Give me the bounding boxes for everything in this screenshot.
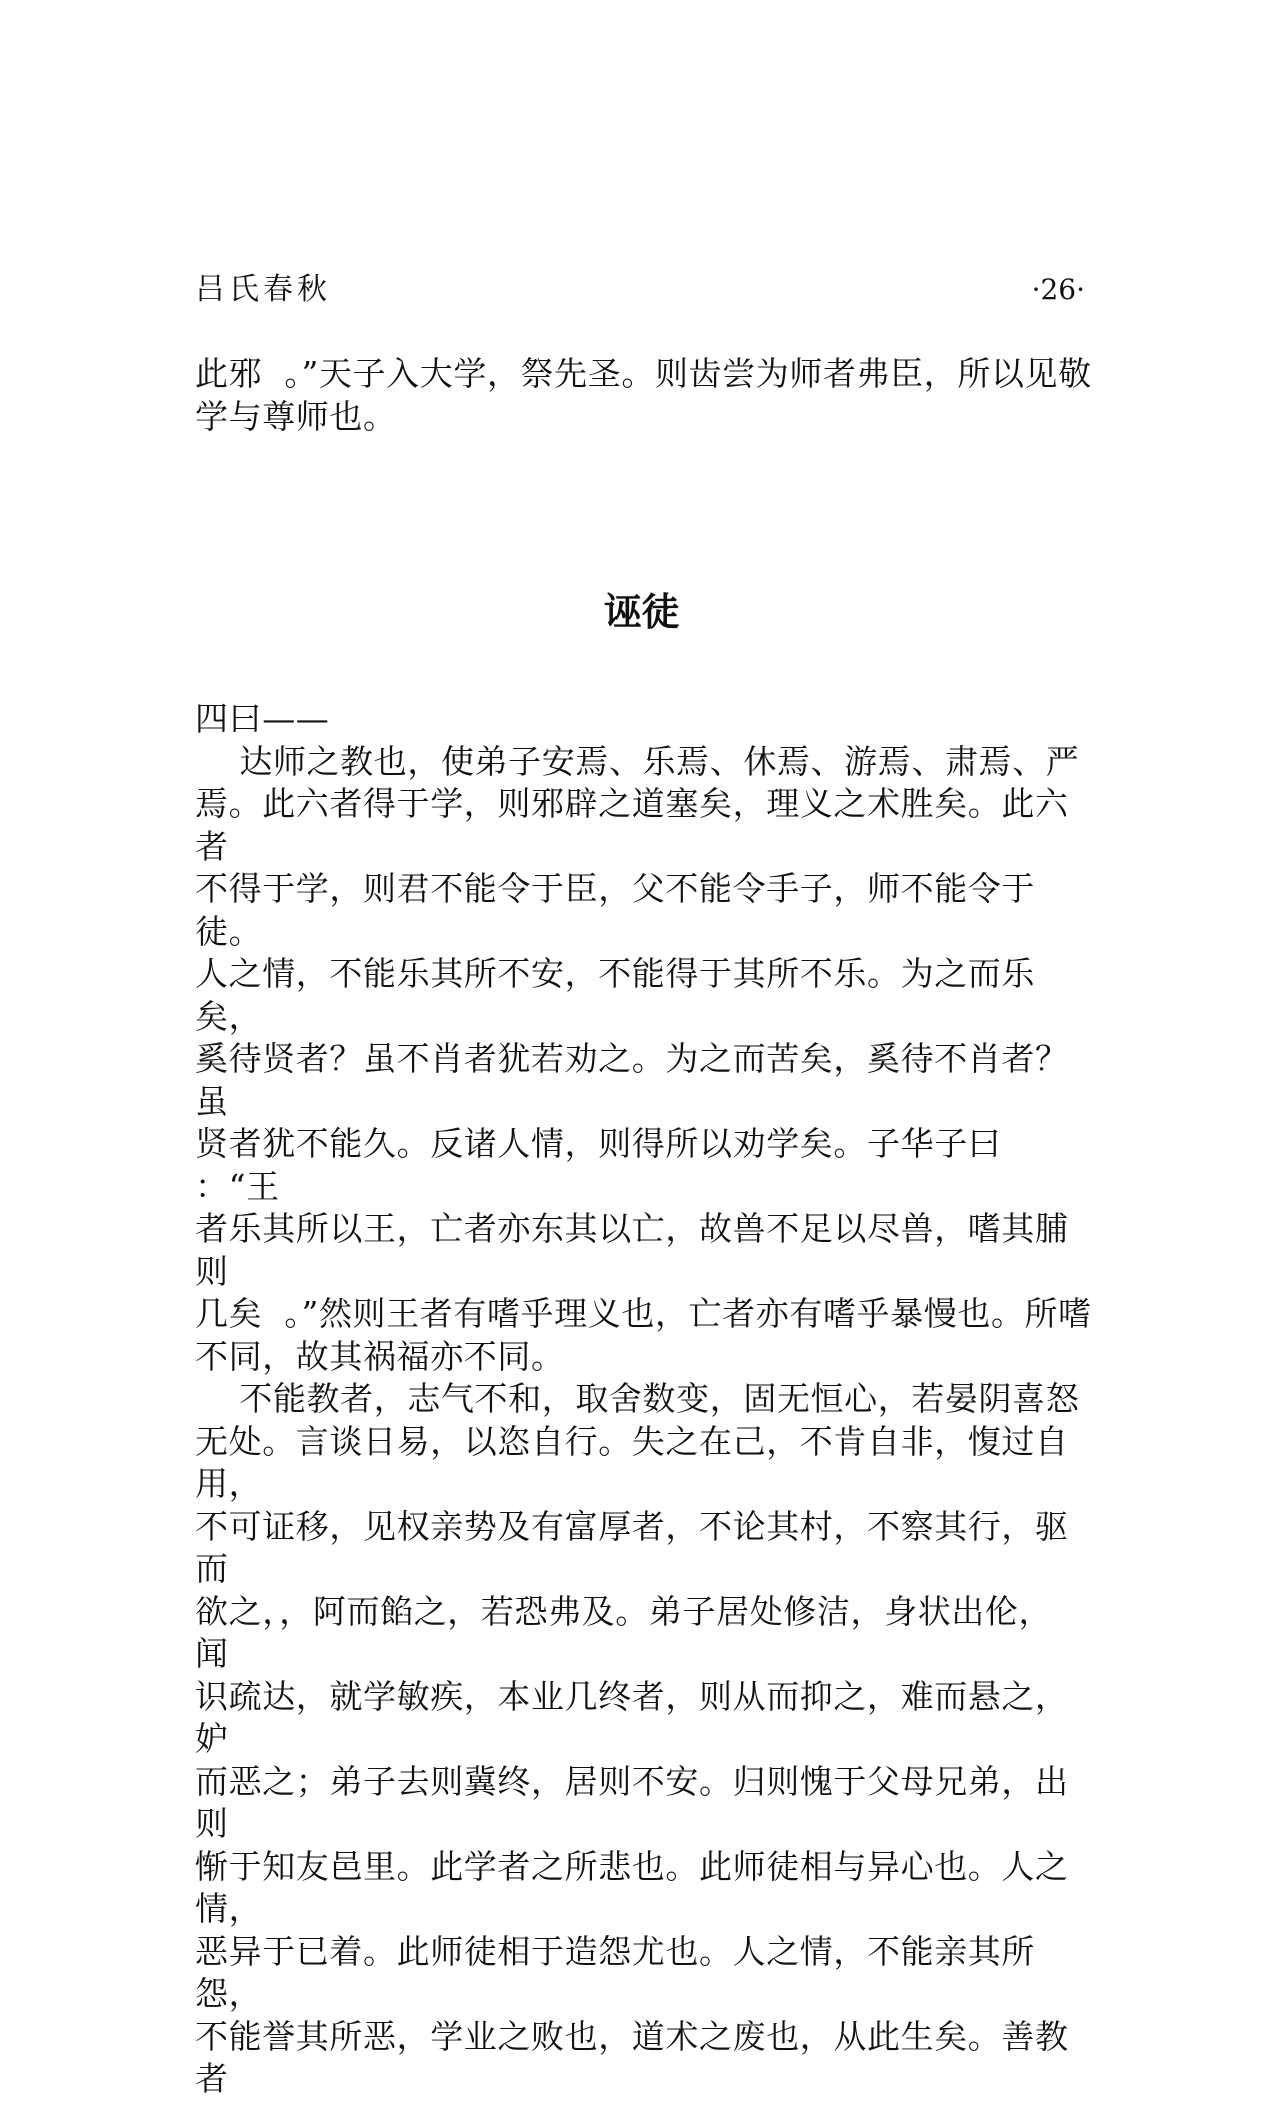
text-line: 此邪 。”天子入大学，祭先圣。则齿尝为师者弗臣，所以见敬	[195, 354, 1092, 393]
text-line: 达师之教也，使弟子安焉、乐焉、休焉、游焉、肃焉、严	[195, 741, 1080, 781]
text-line: 四曰——	[195, 699, 330, 738]
text-line: 不得于学，则君不能令于臣，父不能令手子，师不能令于徒。	[195, 869, 1035, 951]
text-line: 惭于知友邑里。此学者之所悲也。此师徒相与异心也。人之情，	[195, 1846, 1069, 1928]
text-line: 识疏达，就学敏疾，本业几终者，则从而抑之，难而悬之，妒	[195, 1676, 1069, 1758]
text-line: 贤者犹不能久。反诸人情，则得所以劝学矣。子华子曰 ：“王	[195, 1124, 1013, 1206]
chapter-body	[195, 698, 1095, 2101]
text-line: 而恶之；弟子去则冀终，居则不安。归则愧于父母兄弟，出则	[195, 1761, 1069, 1843]
text-line: 奚待贤者？虽不肖者犹若劝之。为之而苦矣，奚待不肖者？虽	[195, 1039, 1069, 1121]
text-line: 几矣 。”然则王者有嗜乎理义也，亡者亦有嗜乎暴慢也。所嗜	[195, 1294, 1092, 1333]
text-line: 焉。此六者得于学，则邪辟之道塞矣，理义之术胜矣。此六者	[195, 784, 1069, 866]
text-line: 恶异于已着。此师徒相于造怨尤也。人之情，不能亲其所怨，	[195, 1931, 1035, 2013]
chapter-title: 诬徒	[603, 590, 680, 634]
page-number: ·26·	[1031, 273, 1085, 306]
text-line: 学与尊师也。	[195, 396, 397, 436]
text-line: 不能教者，志气不和，取舍数变，固无恒心，若晏阴喜怒	[195, 1379, 1080, 1418]
text-line: 人之情，不能乐其所不安，不能得于其所不乐。为之而乐矣，	[195, 954, 1035, 1036]
continuation-text	[195, 353, 1095, 438]
text-line: 欲之，，阿而餡之，若恐弗及。弟子居处修洁，身状出伦， 闻	[195, 1591, 1075, 1673]
text-line: 无处。言谈日易，以恣自行。失之在己，不肯自非，愎过自用，	[195, 1421, 1069, 1503]
text-line: 不可证移，见权亲势及有富厚者，不论其村，不察其行，驱而	[195, 1506, 1069, 1588]
running-header	[195, 270, 1085, 310]
text-line: 不能誉其所恶，学业之败也，道术之废也，从此生矣。善教者	[195, 2016, 1069, 2098]
text-line: 者乐其所以王，亡者亦东其以亡，故兽不足以尽兽，嗜其脯则	[195, 1209, 1069, 1291]
text-line: 不同，故其祸福亦不同。	[195, 1336, 565, 1376]
book-title: 吕氏春秋	[195, 272, 331, 307]
